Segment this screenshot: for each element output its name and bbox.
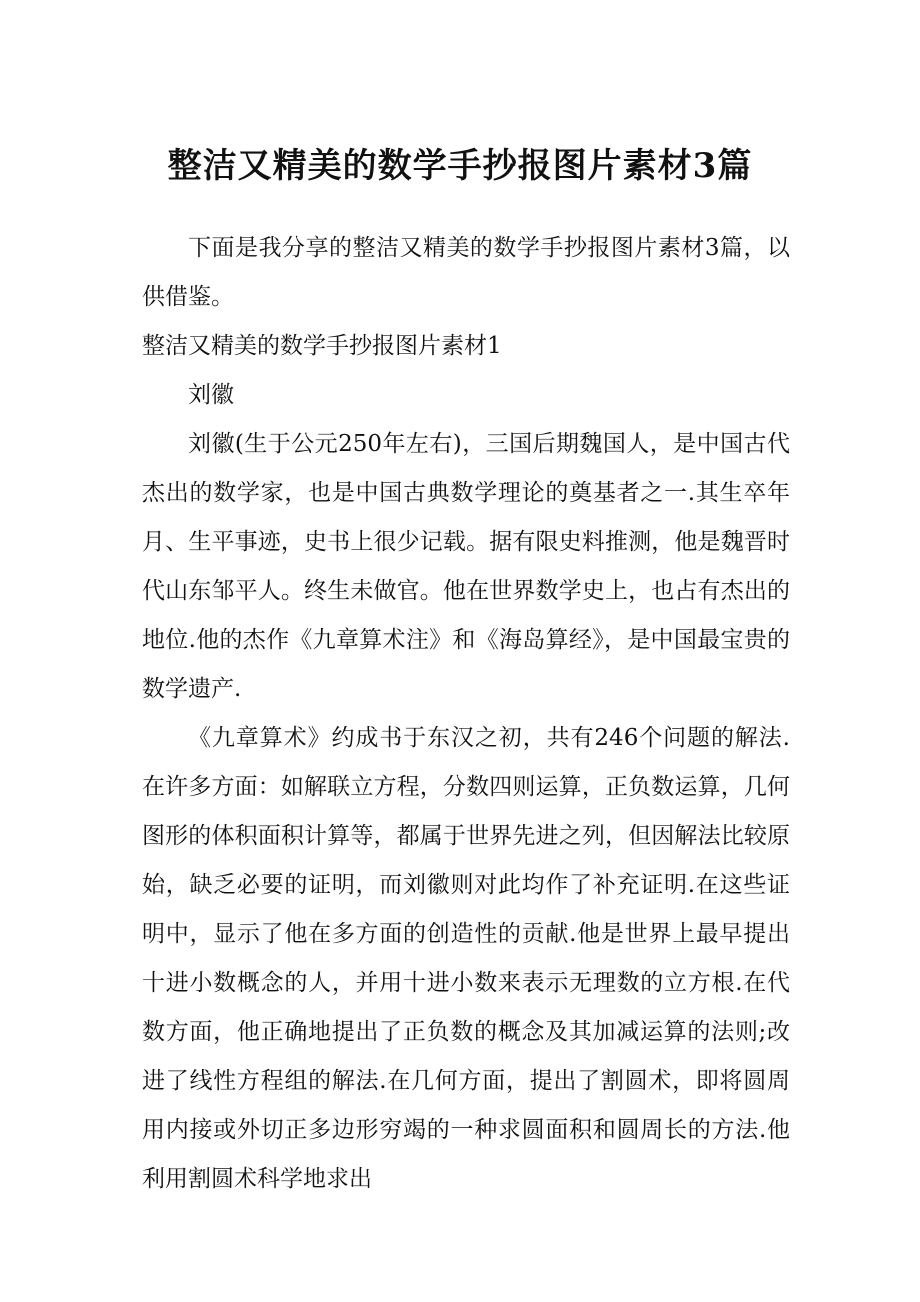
- intro-paragraph: 下面是我分享的整洁又精美的数学手抄报图片素材3篇，以供借鉴。: [142, 235, 790, 310]
- document-title: 整洁又精美的数学手抄报图片素材3篇: [167, 146, 753, 186]
- body-paragraph-1: 刘徽(生于公元250年左右)，三国后期魏国人，是中国古代杰出的数学家，也是中国古典数学理论的奠基者之一.其生卒年月、生平事迹，史书上很少记载。据有限史料推测，他是魏晋时代山东邹平人。终生未做官。他在世界数学史上，也占有杰出的地位.他的杰作《九章算术注》和《海岛算经》，是中国最宝贵的数学遗产.: [142, 431, 790, 702]
- document-body: [142, 224, 790, 1204]
- body-paragraph-2: 《九章算术》约成书于东汉之初，共有246个问题的解法.在许多方面：如解联立方程，分数四则运算，正负数运算，几何图形的体积面积计算等，都属于世界先进之列，但因解法比较原始，缺乏必要的证明，而刘徽则对此均作了补充证明.在这些证明中，显示了他在多方面的创造性的贡献.他是世界上最早提出十进小数概念的人，并用十进小数来表示无理数的立方根.在代数方面，他正确地提出了正负数的概念及其加减运算的法则;改进了线性方程组的解法.在几何方面，提出了割圆术，即将圆周用内接或外切正多边形穷竭的一种求圆面积和圆周长的方法.他利用割圆术科学地求出: [142, 725, 790, 1192]
- subject-name: 刘徽: [188, 382, 234, 408]
- section-heading: 整洁又精美的数学手抄报图片素材1: [142, 333, 502, 359]
